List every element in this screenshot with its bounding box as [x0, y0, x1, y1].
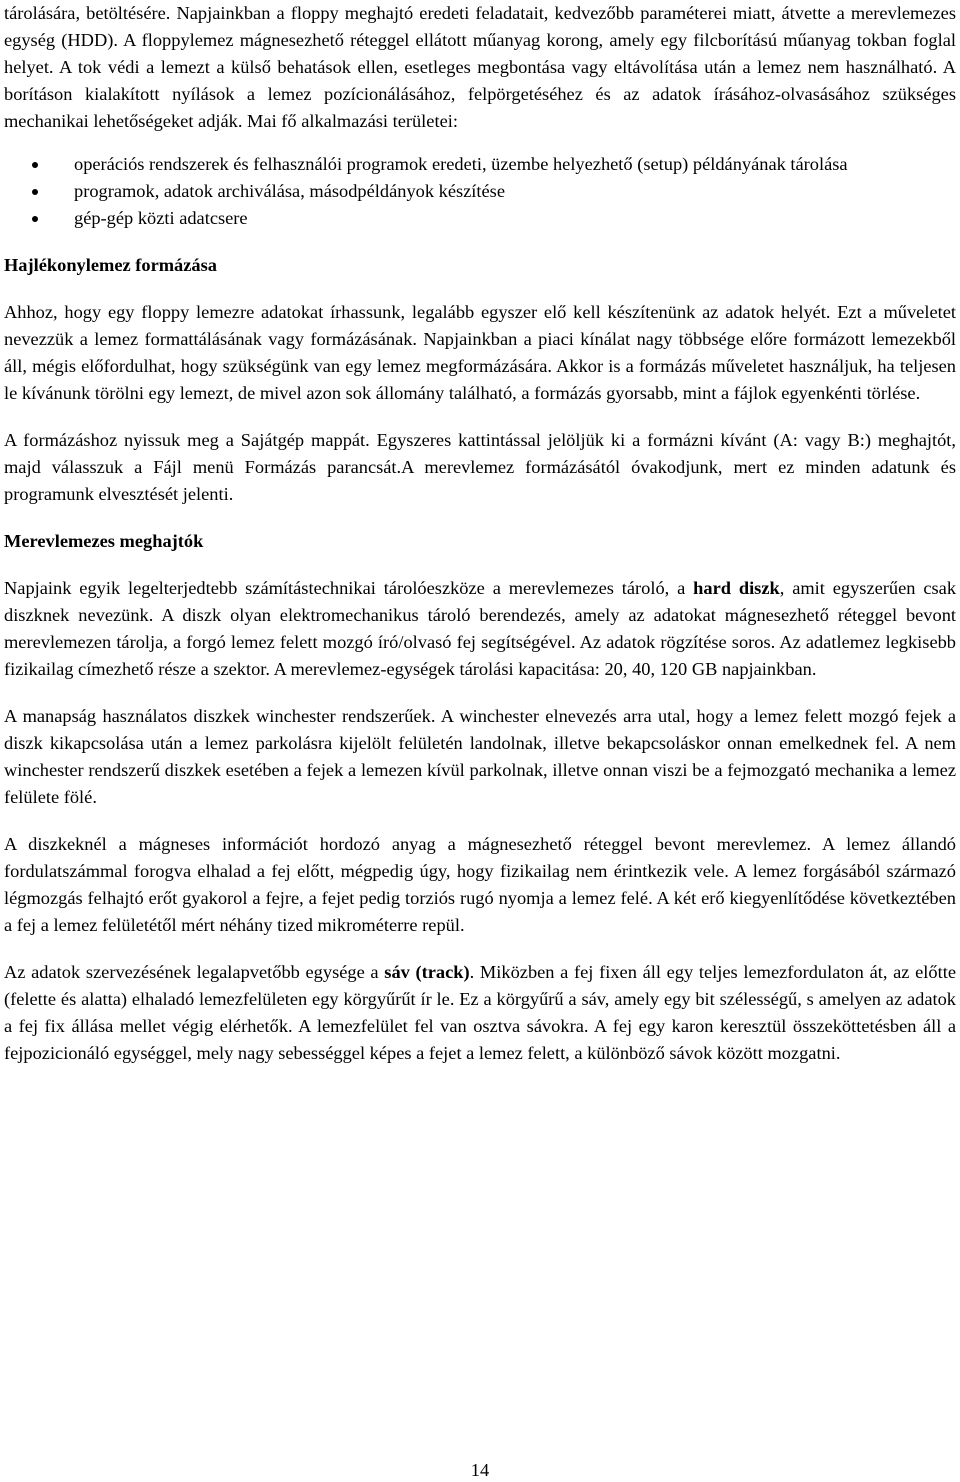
bullet-icon [32, 162, 38, 168]
spacer [4, 555, 956, 575]
text-run: . Miközben a fej fixen áll egy teljes lemezfordulaton át, az előtte (felette és alatta) elhaladó lemezfelületen egy körgyűrűt ír le. Ez a körgyűrű a sáv, amely egy bit szélességű, s amelyen az adatok a fej fix állása mellet végig elérhetők. A lemezfelület fel van osztva sávokra. A fej egy karon keresztül összeköttetésben áll a fejpozicionáló egységgel, mely nagy sebességgel képes a fejet a lemez felett, a különböző sávok között mozgatni. [4, 962, 956, 1063]
paragraph [4, 959, 956, 1067]
paragraph: Ahhoz, hogy egy floppy lemezre adatokat írhassunk, legalább egyszer elő kell készítenünk az adatok helyét. Ezt a műveletet nevezzük a lemez formattálásának vagy formázásának. Napjainkban a piaci kínálat nagy többsége előre formázott lemezekből áll, mégis előfordulhat, hogy szükségünk van egy lemez megformázására. Akkor is a formázás műveletet használjuk, ha teljesen le kívánunk törölni egy lemezt, de mivel azon sok állomány található, a formázás gyorsabb, mint a fájlok egyenkénti törlése. [4, 302, 956, 403]
page-number: 14 [470, 1460, 490, 1480]
bold-term-hard-disk: hard diszk [693, 578, 780, 598]
bullet-text: operációs rendszerek és felhasználói programok eredeti, üzembe helyezhető (setup) példányának tárolása [74, 154, 848, 174]
paragraph [4, 575, 956, 683]
spacer [4, 939, 956, 959]
bullet-item [4, 178, 956, 205]
spacer [4, 508, 956, 528]
section-heading-hard-drives: Merevlemezes meghajtók [4, 531, 204, 551]
usage-bullet-list [4, 151, 956, 232]
bullet-icon [32, 189, 38, 195]
spacer [4, 232, 956, 252]
paragraph: A formázáshoz nyissuk meg a Sajátgép mappát. Egyszeres kattintással jelöljük ki a formázni kívánt (A: vagy B:) meghajtót, majd válasszuk a Fájl menü Formázás parancsát.A merevlemez formázásától óvakodjunk, mert ez minden adatunk és programunk elvesztését jelenti. [4, 430, 956, 504]
bullet-text: gép-gép közti adatcsere [74, 208, 248, 228]
paragraph: A manapság használatos diszkek winchester rendszerűek. A winchester elnevezés arra utal, hogy a lemez felett mozgó fejek a diszk kikapcsolása után a lemez parkolásra kijelölt felületén landolnak, illetve bekapcsoláskor onnan emelkednek fel. A nem winchester rendszerű diszkek esetében a fejek a lemezen kívül parkolnak, illetve onnan viszi be a fejmozgató mechanika a lemez felülete fölé. [4, 706, 956, 807]
bullet-item [4, 205, 956, 232]
bullet-icon [32, 216, 38, 222]
text-run: Napjaink egyik legelterjedtebb számítástechnikai tárolóeszköze a merevlemezes tároló, a [4, 578, 694, 598]
document-page [4, 0, 956, 1067]
text-run: Az adatok szervezésének legalapvetőbb egysége a [4, 962, 385, 982]
intro-paragraph: tárolására, betöltésére. Napjainkban a floppy meghajtó eredeti feladatait, kedvezőbb paraméterei miatt, átvette a merevlemezes egység (HDD). A floppylemez mágnesezhető réteggel ellátott műanyag korong, amely egy filcborítású műanyag tokban foglal helyet. A tok védi a lemezt a külső behatások ellen, esetleges megbontása vagy eltávolítása után a lemez nem használható. A borításon kialakított nyílások a lemez pozícionálásához, felpörgetéséhez és az adatok írásához-olvasásához szükséges mechanikai lehetőségeket adják. Mai fő alkalmazási területei: [4, 3, 956, 131]
section-heading-floppy-format: Hajlékonylemez formázása [4, 255, 217, 275]
spacer [4, 135, 956, 151]
spacer [4, 683, 956, 703]
spacer [4, 407, 956, 427]
paragraph: A diszkeknél a mágneses információt hordozó anyag a mágnesezhető réteggel bevont merevlemez. A lemez állandó fordulatszámmal forogva elhalad a fej előtt, mégpedig úgy, hogy fizikailag nem érintkezik vele. A lemez forgásából származó légmozgás felhajtó erőt gyakorol a fejre, a fejet pedig torziós rugó nyomja a lemez felé. A két erő kiegyenlítődése következtében a fej a lemez felületétől mért néhány tized mikrométerre repül. [4, 834, 956, 935]
bullet-item [4, 151, 956, 178]
text-run: , amit egyszerűen csak diszknek nevezünk. A diszk olyan elektromechanikus tároló berendezés, amely az adatokat mágnesezhető réteggel bevont merevlemezen tárolja, a forgó lemez felett mozgó író/olvasó fej segítségével. Az adatok rögzítése soros. Az adatlemez legkisebb fizikailag címezhető része a szektor. A merevlemez-egységek tárolási kapacitása: 20, 40, 120 GB napjainkban. [4, 578, 957, 679]
spacer [4, 279, 956, 299]
spacer [4, 811, 956, 831]
bullet-text: programok, adatok archiválása, másodpéldányok készítése [74, 181, 506, 201]
bold-term-track: sáv (track) [384, 962, 470, 982]
